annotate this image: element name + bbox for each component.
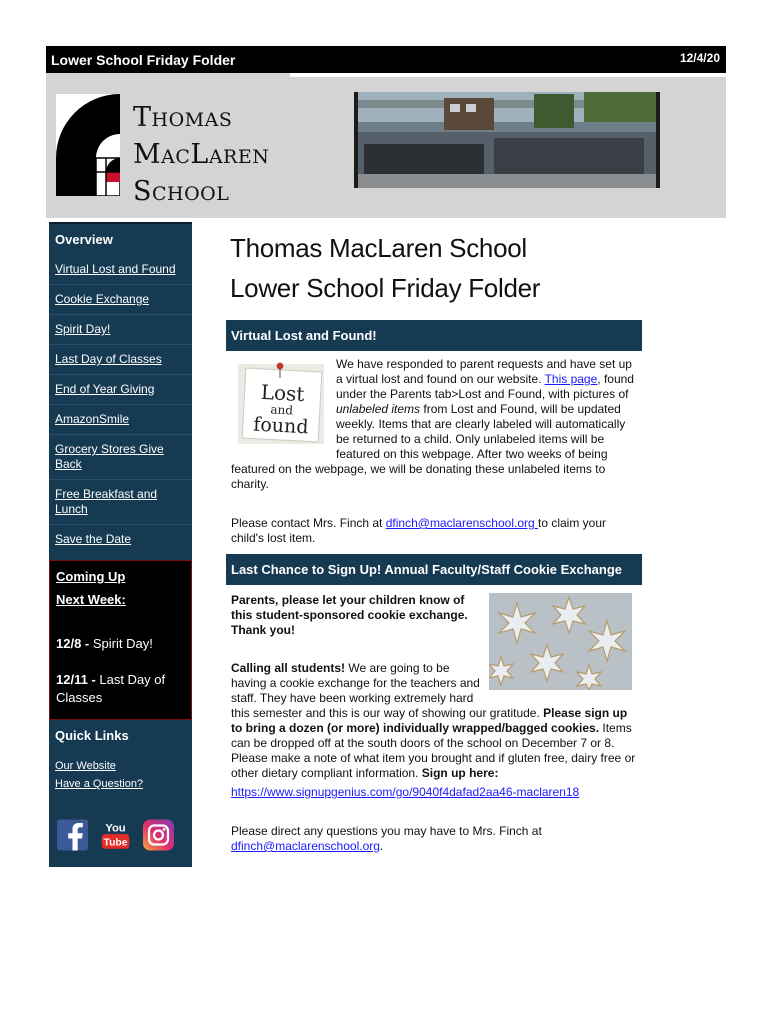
facebook-icon[interactable] <box>57 817 88 853</box>
questions-paragraph <box>231 824 637 854</box>
text-span: , found under the Parents tab>Lost and Found, with pictures of <box>336 372 634 401</box>
text-span: to claim your child's lost item. <box>231 516 607 545</box>
concert-photo <box>354 92 660 188</box>
note-text-lost: Lost <box>260 379 306 407</box>
header-divider <box>290 73 726 77</box>
lost-found-heading: Virtual Lost and Found! <box>226 320 642 351</box>
header-band <box>46 73 726 218</box>
youtube-tube-text: Tube <box>103 837 128 849</box>
snowflake-cookies-photo <box>489 593 632 690</box>
next-week-heading: Next Week: <box>56 592 126 607</box>
our-website-link[interactable]: Our Website <box>55 760 116 772</box>
signup-genius-link[interactable]: https://www.signupgenius.com/go/9040f4dafad2aa46-maclaren18 <box>231 785 580 799</box>
coming-up-box <box>49 560 192 720</box>
lost-found-section <box>226 351 642 546</box>
newsletter-title: Lower School Friday Folder <box>51 52 236 68</box>
text-span: Please contact Mrs. Finch at <box>231 516 386 530</box>
nav-item-save-the-date[interactable]: Save the Date <box>49 524 192 554</box>
wordmark-line-1: Thomas <box>133 102 233 133</box>
text-bold: Parents, please let your children know of this student-sponsored cookie exchange. Thank you! <box>231 593 468 637</box>
event-item <box>56 635 185 653</box>
overview-nav <box>49 222 192 560</box>
text-bold: Please sign up to bring a dozen (or more) individually wrapped/bagged cookies. <box>231 706 628 735</box>
nav-item-cookie-exchange[interactable]: Cookie Exchange <box>49 284 192 314</box>
sidebar <box>49 222 192 867</box>
nav-item-grocery-stores[interactable]: Grocery Stores Give Back <box>49 434 192 479</box>
event-date: 12/11 - <box>56 672 96 687</box>
this-page-link[interactable]: This page <box>544 372 598 386</box>
finch-email-link-2[interactable]: dfinch@maclarenschool.org <box>231 839 380 853</box>
contact-paragraph <box>231 516 637 546</box>
event-text: Last Day of Classes <box>56 672 166 705</box>
text-span: Items can be dropped off at the south doors of the school on December 7 or 8. Please make a note of what item you brought and if gluten free, dairy free or other dietary compliant information. <box>231 721 636 780</box>
lost-and-found-note-image <box>236 360 326 446</box>
event-date: 12/8 - <box>56 636 90 651</box>
nav-item-amazonsmile[interactable]: AmazonSmile <box>49 404 192 434</box>
nav-item-spirit-day[interactable]: Spirit Day! <box>49 314 192 344</box>
finch-email-link[interactable]: dfinch@maclarenschool.org <box>385 516 538 530</box>
nav-item-free-breakfast[interactable]: Free Breakfast and Lunch <box>49 479 192 524</box>
text-emphasis: unlabeled items <box>336 402 421 416</box>
nav-item-last-day[interactable]: Last Day of Classes <box>49 344 192 374</box>
text-span: Please direct any questions you may have to Mrs. Finch at <box>231 824 542 838</box>
overview-title: Overview <box>55 232 113 247</box>
newsletter-date: 12/4/20 <box>679 51 720 65</box>
text-bold: Calling all students! <box>231 661 346 675</box>
main-content <box>226 222 642 854</box>
page-title-line-2: Lower School Friday Folder <box>230 273 541 303</box>
event-text: Spirit Day! <box>89 636 153 651</box>
cookie-exchange-heading: Last Chance to Sign Up! Annual Faculty/Staff Cookie Exchange <box>226 554 642 585</box>
text-bold: Sign up here: <box>421 766 499 780</box>
social-icons <box>55 817 186 853</box>
event-item <box>56 671 185 707</box>
wordmark-line-3: School <box>133 176 230 207</box>
top-banner <box>46 46 726 73</box>
page-title <box>226 222 642 308</box>
quick-links-heading: Quick Links <box>55 728 129 743</box>
text-span: from Lost and Found, will be updated weekly. Items that are clearly labeled will automatically be returned to a child. Only unlabeled items will be featured on this webpage. After two weeks of being featured on the webpage, we will be donating these unlabeled items to charity. <box>231 402 626 491</box>
youtube-icon[interactable] <box>100 817 131 853</box>
note-text-and: and <box>270 402 294 418</box>
have-a-question-link[interactable]: Have a Question? <box>55 778 144 790</box>
coming-up-heading: Coming Up <box>56 569 126 584</box>
page-title-line-1: Thomas MacLaren School <box>230 233 527 263</box>
cookie-section <box>226 585 642 854</box>
quick-links-box <box>49 720 192 867</box>
text-span: . <box>379 839 384 853</box>
wordmark-line-2: MacLaren <box>133 139 270 170</box>
nav-item-year-end-giving[interactable]: End of Year Giving <box>49 374 192 404</box>
signup-link-paragraph <box>231 785 637 800</box>
instagram-icon[interactable] <box>143 817 174 853</box>
text-span: We are going to be having a cookie exchange for the teachers and staff. They have been working extremely hard this semester and this is our way of showing our gratitude. <box>231 661 544 720</box>
school-logo-icon <box>56 94 120 196</box>
nav-item-lost-and-found[interactable]: Virtual Lost and Found <box>55 262 176 276</box>
school-wordmark <box>133 99 269 210</box>
note-text-found: found <box>252 413 309 439</box>
youtube-you-text: You <box>105 822 126 835</box>
text-span: We have responded to parent requests and have set up a virtual lost and found on our website. <box>336 357 632 386</box>
